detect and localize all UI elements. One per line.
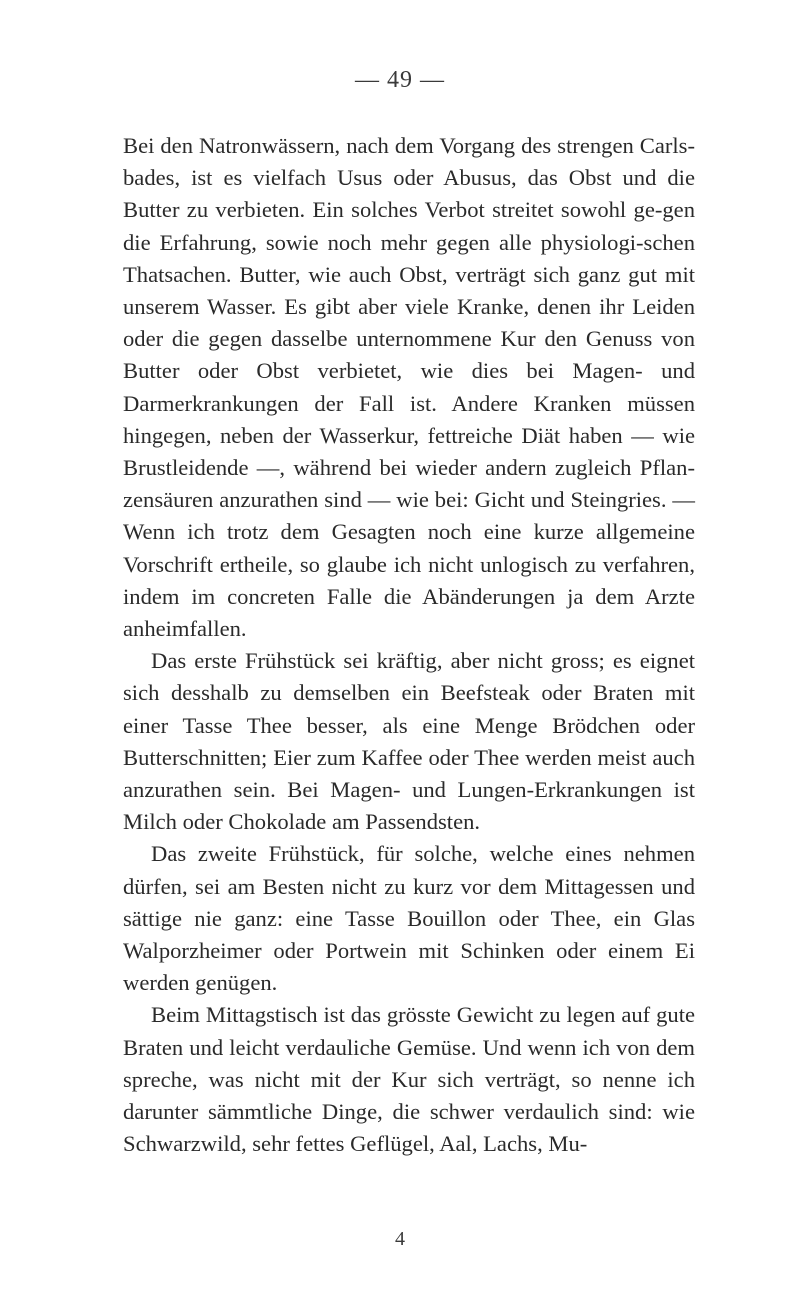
paragraph-zweite-fruehstueck: Das zweite Frühstück, für solche, welche eines nehmen dürfen, sei am Besten nicht zu kurz vor dem Mittagessen und sättige nie ganz: eine Tasse Bouillon oder Thee, ein Glas Walporzheimer oder Portwein mit Schinken oder einem Ei werden genügen. — [123, 841, 695, 996]
paragraph-natronwaesser: Bei den Natronwässern, nach dem Vorgang des strengen Carls-bades, ist es vielfach Usus oder Abusus, das Obst und die Butter zu verbieten. Ein solches Verbot streitet sowohl ge-gen die Erfahrung, sowie noch mehr gegen alle physiologi-schen Thatsachen. Butter, wie auch Obst, verträgt sich ganz gut mit unserem Wasser. Es gibt aber viele Kranke, denen ihr Leiden oder die gegen dasselbe unternommene Kur den Genuss von Butter oder Obst verbietet, wie dies bei Magen- und Darmerkrankungen der Fall ist. Andere Kranken müssen hingegen, neben der Wasserkur, fettreiche Diät haben — wie Brustleidende —, während bei wieder andern zugleich Pflan-zensäuren anzurathen sind — wie bei: Gicht und Steingries. — Wenn ich trotz dem Gesagten noch eine kurze allgemeine Vorschrift ertheile, so glaube ich nicht unlogisch zu verfahren, indem im concreten Falle die Abänderungen ja dem Arzte anheimfallen. — [123, 133, 695, 642]
paragraph-erste-fruehstueck: Das erste Frühstück sei kräftig, aber nicht gross; es eignet sich desshalb zu demselben ein Beefsteak oder Braten mit einer Tasse Thee besser, als eine Menge Brödchen oder Butterschnitten; Eier zum Kaffee oder Thee werden meist auch anzurathen sein. Bei Magen- und Lungen-Erkrankungen ist Milch oder Chokolade am Passendsten. — [123, 648, 695, 835]
signature-mark: 4 — [395, 1228, 405, 1250]
paragraph-mittagstisch: Beim Mittagstisch ist das grösste Gewicht zu legen auf gute Braten und leicht verdauliche Gemüse. Und wenn ich von dem spreche, was nicht mit der Kur sich verträgt, so nenne ich darunter sämmtliche Dinge, die schwer verdaulich sind: wie Schwarzwild, sehr fettes Geflügel, Aal, Lachs, Mu- — [123, 1002, 695, 1157]
page-number: — 49 — — [355, 67, 445, 93]
body-text — [123, 130, 695, 1161]
